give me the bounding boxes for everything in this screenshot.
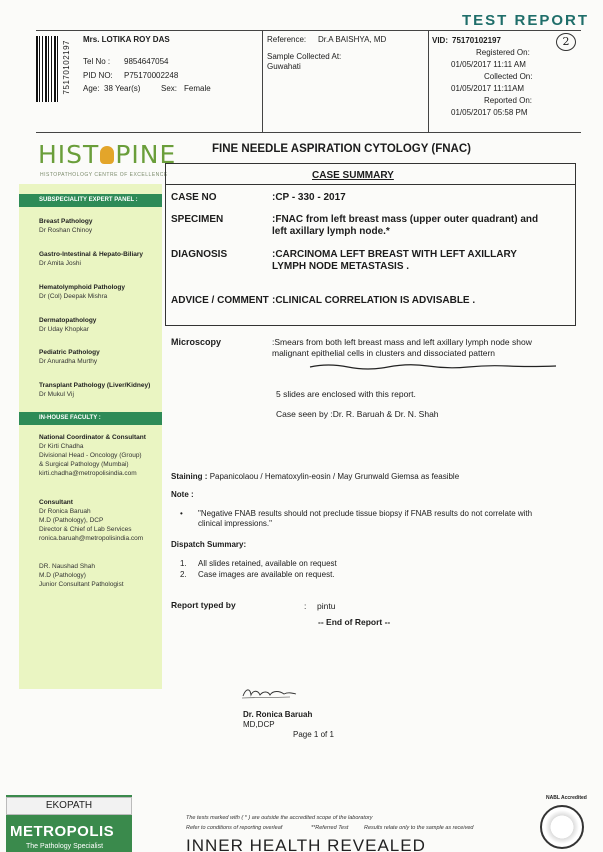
case-summary-label: CASE SUMMARY [312, 170, 394, 181]
faculty-line: M.D (Pathology) [39, 572, 86, 579]
histopine-right: PINE [115, 140, 177, 169]
reported-on-value: 01/05/2017 05:58 PM [451, 108, 528, 117]
sex-value: Female [184, 84, 211, 93]
age-label: Age: [83, 84, 100, 93]
typed-by-label: Report typed by [171, 600, 236, 610]
barcode-number: 75170102197 [62, 40, 71, 95]
diagnosis-value: :CARCINOMA LEFT BREAST WITH LEFT AXILLARY LYMPH NODE METASTASIS . [272, 249, 517, 272]
signer-degree: MD,DCP [243, 720, 275, 729]
expert-5 [39, 348, 161, 366]
diagnosis-label: DIAGNOSIS [171, 249, 228, 260]
metropolis-tagline: The Pathology Specialist [26, 843, 104, 850]
accreditation-note: The tests marked with ( * ) are outside the accredited scope of the laboratory [186, 815, 373, 821]
vid-label: VID: [432, 36, 448, 45]
barcode [36, 36, 60, 102]
sex-label: Sex: [161, 84, 178, 93]
end-of-report: -- End of Report -- [318, 617, 391, 627]
subspeciality-heading: SUBSPECIALITY EXPERT PANEL : [19, 194, 162, 207]
signature [240, 686, 300, 700]
expert-title: Pediatric Pathology [39, 349, 100, 356]
typed-by-colon: : [304, 601, 307, 611]
handwritten-underline [308, 362, 558, 370]
dispatch-label: Dispatch Summary: [171, 540, 247, 549]
inner-health-revealed: INNER HEALTH REVEALED [186, 836, 426, 852]
advice-value: :CLINICAL CORRELATION IS ADVISABLE . [272, 295, 476, 306]
expert-name: Dr Roshan Chinoy [39, 227, 93, 234]
ekopath-label: EKOPATH [6, 797, 132, 815]
dispatch-number-2: 2. [180, 570, 187, 579]
tel-value: 9854647054 [124, 57, 169, 66]
reference-label: Reference: [267, 35, 307, 44]
faculty-line: DR. Naushad Shah [39, 563, 96, 570]
dispatch-item-1: All slides retained, available on request [198, 559, 337, 568]
inhouse-heading: IN-HOUSE FACULTY : [19, 412, 162, 425]
histopine-tagline: HISTOPATHOLOGY CENTRE OF EXCELLENCE [40, 172, 168, 178]
faculty-1 [39, 433, 161, 478]
slides-note: 5 slides are enclosed with this report. [276, 389, 416, 399]
faculty-email: kirti.chadha@metropolisindia.com [39, 470, 137, 477]
expert-6 [39, 381, 161, 399]
report-title: FINE NEEDLE ASPIRATION CYTOLOGY (FNAC) [212, 143, 471, 155]
nabl-seal-icon [540, 805, 584, 849]
results-relate: Results relate only to the sample as received [364, 825, 474, 831]
faculty-title: National Coordinator & Consultant [39, 434, 146, 441]
referred-test: **Referred Test [311, 825, 349, 831]
tel-label: Tel No : [83, 57, 111, 66]
sidebar [19, 184, 162, 689]
dispatch-item-2: Case images are available on request. [198, 570, 335, 579]
case-no-value: :CP - 330 - 2017 [272, 192, 346, 203]
faculty-line: Divisional Head - Oncology (Group) [39, 452, 142, 459]
collected-on-label: Collected On: [484, 72, 533, 81]
expert-name: Dr (Col) Deepak Mishra [39, 293, 108, 300]
patient-name: Mrs. LOTIKA ROY DAS [83, 35, 170, 44]
case-no-label: CASE NO [171, 192, 217, 203]
note-value: "Negative FNAB results should not preclude tissue biopsy if FNAB results do not correlate with clinical impressions." [198, 509, 533, 528]
histopine-left: HIST [38, 140, 100, 169]
expert-4 [39, 316, 161, 334]
pid-value: P75170002248 [124, 71, 179, 80]
expert-name: Dr Uday Khopkar [39, 326, 89, 333]
age-value: 38 Year(s) [104, 84, 141, 93]
faculty-line: Director & Chief of Lab Services [39, 526, 132, 533]
faculty-line: M.D (Pathology), DCP [39, 517, 104, 524]
registered-on-value: 01/05/2017 11:11 AM [451, 60, 526, 69]
faculty-line: Dr Kirti Chadha [39, 443, 84, 450]
dispatch-number-1: 1. [180, 559, 187, 568]
specimen-label: SPECIMEN [171, 214, 224, 225]
staining-label: Staining : [171, 472, 208, 481]
sample-collected-label: Sample Collected At: [267, 52, 342, 61]
microscopy-value: :Smears from both left breast mass and left axillary lymph node show malignant epithelial cells in clusters and dissociated pattern [272, 337, 532, 358]
nabl-label: NABL Accredited [546, 795, 587, 801]
advice-label: ADVICE / COMMENT [171, 295, 269, 306]
refer-conditions: Refer to conditions of reporting overleaf [186, 825, 283, 831]
expert-2 [39, 250, 161, 268]
reported-on-label: Reported On: [484, 96, 533, 105]
expert-name: Dr Amita Joshi [39, 260, 81, 267]
expert-title: Hematolymphoid Pathology [39, 284, 125, 291]
faculty-3 [39, 562, 161, 589]
note-label: Note : [171, 490, 194, 499]
microscopy-label: Microscopy [171, 337, 222, 347]
expert-title: Gastro-Intestinal & Hepato-Biliary [39, 251, 144, 258]
expert-1 [39, 217, 161, 235]
expert-title: Breast Pathology [39, 218, 93, 225]
case-seen-by: Case seen by :Dr. R. Baruah & Dr. N. Shah [276, 409, 439, 419]
expert-title: Dermatopathology [39, 317, 97, 324]
typed-by-value: pintu [317, 601, 336, 611]
expert-name: Dr Mukul Vij [39, 391, 74, 398]
staining-value: Papanicolaou / Hematoxylin-eosin / May Grunwald Giemsa as feasible [209, 472, 460, 481]
faculty-line: & Surgical Pathology (Mumbai) [39, 461, 129, 468]
bullet-icon: • [180, 509, 183, 518]
faculty-2 [39, 498, 161, 543]
metropolis-name: METROPOLIS [10, 823, 115, 840]
expert-name: Dr Anuradha Murthy [39, 358, 98, 365]
signer-name: Dr. Ronica Baruah [243, 710, 313, 719]
histopine-logo [38, 140, 176, 169]
vid-value: 75170102197 [452, 36, 501, 45]
page-info: Page 1 of 1 [293, 730, 334, 739]
page-mark: 2 [556, 33, 576, 51]
bulb-icon [100, 146, 114, 164]
pid-label: PID NO: [83, 71, 113, 80]
specimen-value: :FNAC from left breast mass (upper outer quadrant) and left axillary lymph node.* [272, 214, 539, 237]
reference-value: Dr.A BAISHYA, MD [318, 35, 387, 44]
sample-collected-value: Guwahati [267, 62, 301, 71]
expert-title: Transplant Pathology (Liver/Kidney) [39, 382, 151, 389]
registered-on-label: Registered On: [476, 48, 530, 57]
collected-on-value: 01/05/2017 11:11AM [451, 84, 525, 93]
expert-3 [39, 283, 161, 301]
test-report-label: TEST REPORT [462, 12, 590, 29]
faculty-line: Junior Consultant Pathologist [39, 581, 124, 588]
faculty-title: Consultant [39, 499, 73, 506]
faculty-line: Dr Ronica Baruah [39, 508, 91, 515]
faculty-email: ronica.baruah@metropolisindia.com [39, 535, 144, 542]
